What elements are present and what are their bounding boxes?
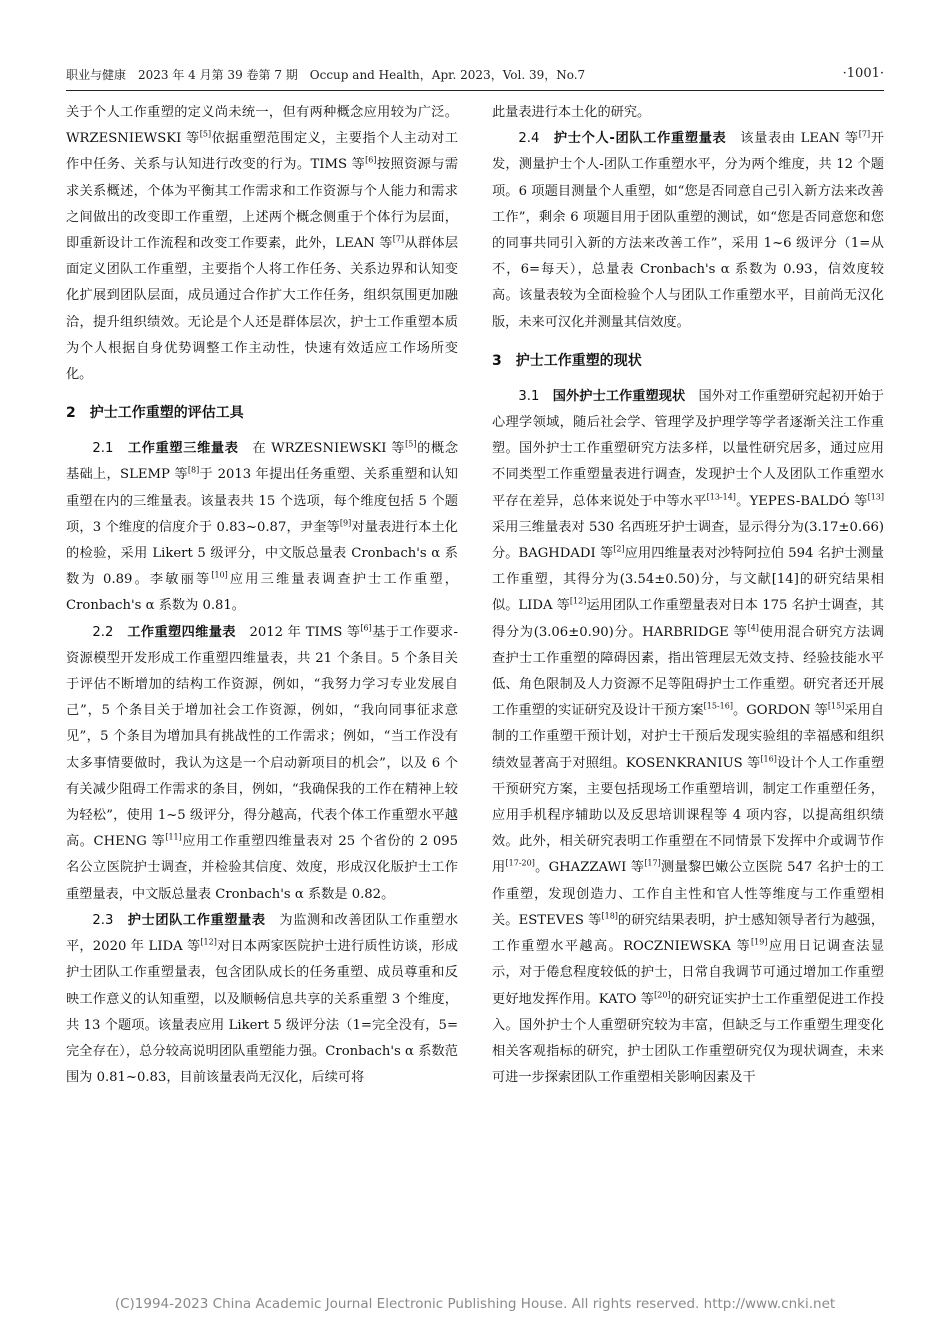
subsection-title: 护士团队工作重塑量表 (127, 912, 266, 928)
paragraph-2-3: 2.3 护士团队工作重塑量表 为监测和改善团队工作重塑水平，2020 年 LIDA 等[12]对日本两家医院护士进行质性访谈，形成护士团队工作重塑量表，包含团队成长的任务重塑、成员尊重和反映工作意义的认知重塑，以及顺畅信息共享的关系重塑 3 个维度，共 13 个题项。该量表应用 Likert 5 级评分法（1=完全没有，5=完全存在），总分较高说明团队重塑能力强。Cronbach's α 系数范围为 0.81~0.83，目前该量表尚无汉化，后续可将 (66, 912, 458, 1086)
citation: [2] (613, 544, 625, 554)
paragraph-2-2: 2.2 工作重塑四维量表 2012 年 TIMS 等[6]基于工作要求-资源模型开发形成工作重塑四维量表，共 21 个条目。5 个条目关于评估不断增加的结构工作资源，例如，“我努力学习专业发展自己”，5 个条目关于增加社会工作资源，例如，“我向同事征求意见”，5 个条目为增加具有挑战性的工作需求；例如，“当工作没有太多事情要做时，我认为这是一个启动新项目的机会”，以及 6 个有关减少阻碍工作需求的条目，例如，“我确保我的工作在精神上较为轻松”，使用 1~5 级评分，得分越高，代表个体工作重塑水平越高。CHENG 等[11]应用工作重塑四维量表对 25 个省份的 2 095 名公立医院护士调查，并检验其信度、效度，形成汉化版护士工作重塑量表，中文版总量表 Cronbach's α 系数是 0.82。 (66, 623, 458, 902)
copyright-footer: (C)1994-2023 China Academic Journal Electronic Publishing House. All rights reserved. http://www.cnki.net (114, 1296, 836, 1312)
citation: [19] (751, 937, 768, 947)
citation: [15] (827, 701, 845, 711)
left-column (66, 100, 458, 1292)
citation: [17] (644, 859, 661, 869)
citation: [15-16] (703, 701, 733, 711)
section-heading-3: 3 护士工作重塑的现状 (492, 352, 642, 369)
citation: [13-14] (706, 492, 736, 502)
subsection-number: 2.1 (92, 441, 114, 457)
subsection-number: 2.4 (518, 131, 540, 147)
citation: [18] (601, 911, 618, 921)
citation: [9] (339, 518, 352, 528)
journal-citation: 职业与健康 2023 年 4 月第 39 卷第 7 期 Occup and Health，Apr. 2023，Vol. 39，No.7 (66, 68, 586, 82)
subsection-title: 护士个人-团队工作重塑量表 (553, 131, 727, 147)
right-column (492, 100, 884, 1292)
citation: [12] (200, 937, 217, 947)
citation: [12] (569, 597, 587, 607)
citation: [11] (165, 832, 182, 842)
citation: [5] (405, 439, 417, 449)
paragraph-2-4: 2.4 护士个人-团队工作重塑量表 该量表由 LEAN 等[7]开发，测量护士个人-团队工作重塑水平，分为两个维度，共 12 个题项。6 项题目测量个人重塑，如“您是否同意自己引入新方法来改善工作”，剩余 6 项题目用于团队重塑的测试，如“您是否同意您和您的同事共同引入新的方法来改善工作”，采用 1~6 级评分（1=从不，6=每天），总量表 Cronbach's α 系数为 0.93，信效度较高。该量表较为全面检验个人与团队工作重塑水平，目前尚无汉化版，未来可汉化并测量其信效度。 (492, 129, 884, 330)
section-heading-2: 2 护士工作重塑的评估工具 (66, 405, 244, 422)
citation: [6] (360, 623, 372, 633)
citation: [16] (760, 754, 777, 764)
subsection-title: 国外护士工作重塑现状 (552, 388, 686, 404)
page-number: ·1001· (842, 66, 884, 81)
subsection-title: 工作重塑三维量表 (127, 441, 239, 457)
citation: [6] (365, 156, 377, 166)
running-header (66, 66, 884, 86)
citation: [17-20] (505, 859, 535, 869)
subsection-number: 2.2 (92, 624, 114, 640)
citation: [7] (392, 234, 405, 244)
citation: [20] (654, 990, 671, 1000)
paragraph-definition: 关于个人工作重塑的定义尚未统一，但有两种概念应用较为广泛。WRZESNIEWSKI 等[5]依据重塑范围定义，主要指个人主动对工作中任务、关系与认知进行改变的行为。TIMS 等[6]按照资源与需求关系概述，个体为平衡其工作需求和工作资源与个人能力和需求之间做出的改变即工作重塑，上述两个概念侧重于个体行为层面，即重新设计工作流程和改变工作要素，此外，LEAN 等[7]从群体层面定义团队工作重塑，主要指个人将工作任务、关系边界和认知变化扩展到团队层面，成员通过合作扩大工作任务，组织氛围更加融洽，提升组织绩效。无论是个人还是群体层次，护士工作重塑本质为个人根据自身优势调整工作主动性，快速有效适应工作场所变化。 (66, 105, 458, 383)
subsection-number: 2.3 (92, 912, 114, 928)
paragraph-2-1: 2.1 工作重塑三维量表 在 WRZESNIEWSKI 等[5]的概念基础上，SLEMP 等[8]于 2013 年提出任务重塑、关系重塑和认知重塑在内的三维量表。该量表共 15 个选项，每个维度包括 5 个题项，3 个维度的信度介于 0.83~0.87，尹奎等[9]对量表进行本土化的检验，采用 Likert 5 级评分，中文版总量表 Cronbach's α 系数为 0.89。李敏丽等[10]应用三维量表调查护士工作重塑，Cronbach's α 系数为 0.81。 (66, 439, 458, 614)
paragraph-continued: 此量表进行本土化的研究。 (492, 105, 651, 120)
citation: [8] (187, 466, 200, 476)
citation: [4] (747, 623, 759, 633)
citation: [13] (867, 492, 884, 502)
header-rule (66, 90, 884, 91)
citation: [5] (199, 129, 212, 139)
citation: [7] (858, 129, 871, 139)
subsection-number: 3.1 (518, 388, 540, 404)
citation: [10] (211, 570, 228, 580)
subsection-title: 工作重塑四维量表 (127, 624, 236, 640)
paragraph-3-1: 3.1 国外护士工作重塑现状 国外对工作重塑研究起初开始于心理学领域，随后社会学、管理学及护理学等学者逐渐关注工作重塑。国外护士工作重塑研究方法多样，以量性研究居多，通过应用不同类型工作重塑量表进行调查，发现护士个人及团队工作重塑水平存在差异，总体来说处于中等水平[13-14]。YEPES-BALDÓ 等[13]采用三维量表对 530 名西班牙护士调查，显示得分为(3.17±0.66)分。BAGHDADI 等[2]应用四维量表对沙特阿拉伯 594 名护士测量工作重塑，其得分为(3.54±0.50)分，与文献[14]的研究结果相似。LIDA 等[12]运用团队工作重塑量表对日本 175 名护士调查，其得分为(3.06±0.90)分。HARBRIDGE 等[4]使用混合研究方法调查护士工作重塑的障碍因素，指出管理层无效支持、经验技能水平低、角色限制及人力资源不足等阻碍护士工作重塑。研究者还开展工作重塑的实证研究及设计干预方案[15-16]。GORDON 等[15]采用自制的工作重塑干预计划，对护士干预后发现实验组的幸福感和组织绩效显著高于对照组。KOSENKRANIUS 等[16]设计个人工作重塑干预研究方案，主要包括现场工作重塑培训，制定工作重塑任务，应用手机程序辅助以及反思培训课程等 4 项内容，以提高组织绩效。此外，相关研究表明工作重塑在不同情景下发挥中介或调节作用[17-20]。GHAZZAWI 等[17]测量黎巴嫩公立医院 547 名护士的工作重塑，发现创造力、工作自主性和官人性等维度与工作重塑相关。ESTEVES 等[18]的研究结果表明，护士感知领导者行为越强，工作重塑水平越高。ROCZNIEWSKA 等[19]应用日记调查法显示，对于倦怠程度较低的护士，日常自我调节可通过增加工作重塑更好地发挥作用。KATO 等[20]的研究证实护士工作重塑促进工作投入。国外护士个人重塑研究较为丰富，但缺乏与工作重塑生理变化相关客观指标的研究，护士团队工作重塑研究仅为现状调查，未来可进一步探索团队工作重塑相关影响因素及干 (492, 388, 884, 1086)
